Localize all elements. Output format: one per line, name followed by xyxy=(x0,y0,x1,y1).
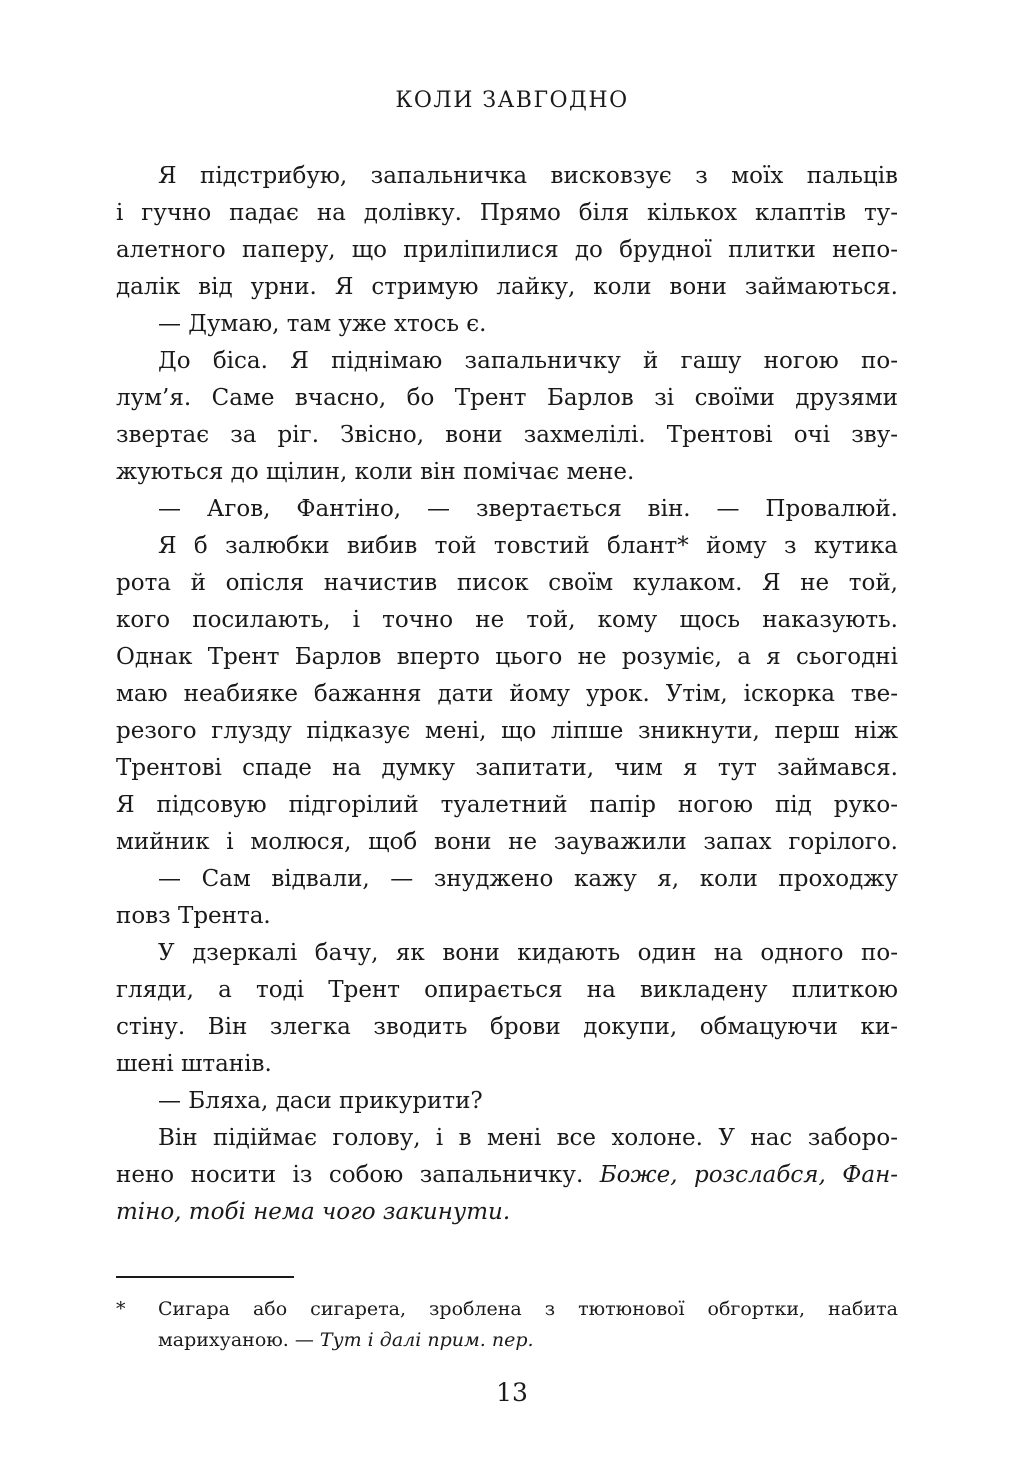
footnote-line xyxy=(158,1325,898,1356)
text-line: До біса. Я піднімаю запальничку й гашу ногою по- xyxy=(158,348,898,374)
text-line: алетного паперу, що приліпилися до брудної плитки непо- xyxy=(116,237,898,263)
text-segment: нено носити із собою запальничку. xyxy=(116,1162,600,1188)
italic-thought: Боже, розслабся, Фан- xyxy=(599,1162,898,1188)
text-line: і гучно падає на долівку. Прямо біля кількох клаптів ту- xyxy=(116,200,898,226)
text-line: стіну. Він злегка зводить брови докупи, обмацуючи ки- xyxy=(116,1014,898,1040)
footnote xyxy=(116,1294,898,1356)
text-line xyxy=(116,1194,898,1231)
text-line: Я підстрибую, запальничка висковзує з моїх пальців xyxy=(158,163,898,189)
text-line: маю неабияке бажання дати йому урок. Утім, іскорка тве- xyxy=(116,681,898,707)
text-line: шені штанів. xyxy=(116,1051,272,1077)
body-text xyxy=(116,158,898,1231)
text-line: кого посилають, і точно не той, кому щось наказують. xyxy=(116,607,898,633)
text-line: — Бляха, даси прикурити? xyxy=(158,1088,483,1114)
text-line: У дзеркалі бачу, як вони кидають один на одного по- xyxy=(158,940,898,966)
text-line: жуються до щілин, коли він помічає мене. xyxy=(116,459,635,485)
text-line: звертає за ріг. Звісно, вони захмелілі. Трентові очі зву- xyxy=(116,422,898,448)
text-line: — Думаю, там уже хтось є. xyxy=(158,311,487,337)
text-line: Однак Трент Барлов вперто цього не розуміє, а я сьогодні xyxy=(116,644,898,670)
footnote-divider xyxy=(116,1276,294,1278)
text-line: — Агов, Фантіно, — звертається він. — Провалюй. xyxy=(158,496,898,522)
running-head: КОЛИ ЗАВГОДНО xyxy=(395,88,629,113)
text-line: Я б залюбки вибив той товстий блант* йому з кутика xyxy=(158,533,898,559)
page-number: 13 xyxy=(496,1378,528,1407)
text-line: повз Трента. xyxy=(116,903,271,929)
text-line: рота й опісля начистив писок своїм кулаком. Я не той, xyxy=(116,570,898,596)
footnote-line: Сигара або сигарета, зроблена з тютюнової обгортки, набита xyxy=(158,1298,898,1320)
text-line xyxy=(116,1157,898,1194)
italic-thought: тіно, тобі нема чого закинути. xyxy=(116,1199,511,1225)
footnote-mark: * xyxy=(116,1298,126,1320)
text-line: Трентові спаде на думку запитати, чим я тут займався. xyxy=(116,755,898,781)
text-line: Я підсовую підгорілий туалетний папір ногою під руко- xyxy=(116,792,898,818)
text-line: гляди, а тоді Трент опирається на викладену плиткою xyxy=(116,977,898,1003)
text-segment: марихуаною. — xyxy=(158,1329,320,1351)
text-line: лум’я. Саме вчасно, бо Трент Барлов зі своїми друзями xyxy=(116,385,898,411)
text-line: резого глузду підказує мені, що ліпше зникнути, перш ніж xyxy=(116,718,898,744)
footnote-body xyxy=(158,1294,898,1356)
text-line: — Сам відвали, — знуджено кажу я, коли проходжу xyxy=(158,866,898,892)
text-line: далік від урни. Я стримую лайку, коли вони займаються. xyxy=(116,274,898,300)
text-line: Він підіймає голову, і в мені все холоне. У нас заборо- xyxy=(158,1125,898,1151)
text-line: мийник і молюся, щоб вони не зауважили запах горілого. xyxy=(116,829,898,855)
translator-note: Тут і далі прим. пер. xyxy=(319,1329,534,1351)
